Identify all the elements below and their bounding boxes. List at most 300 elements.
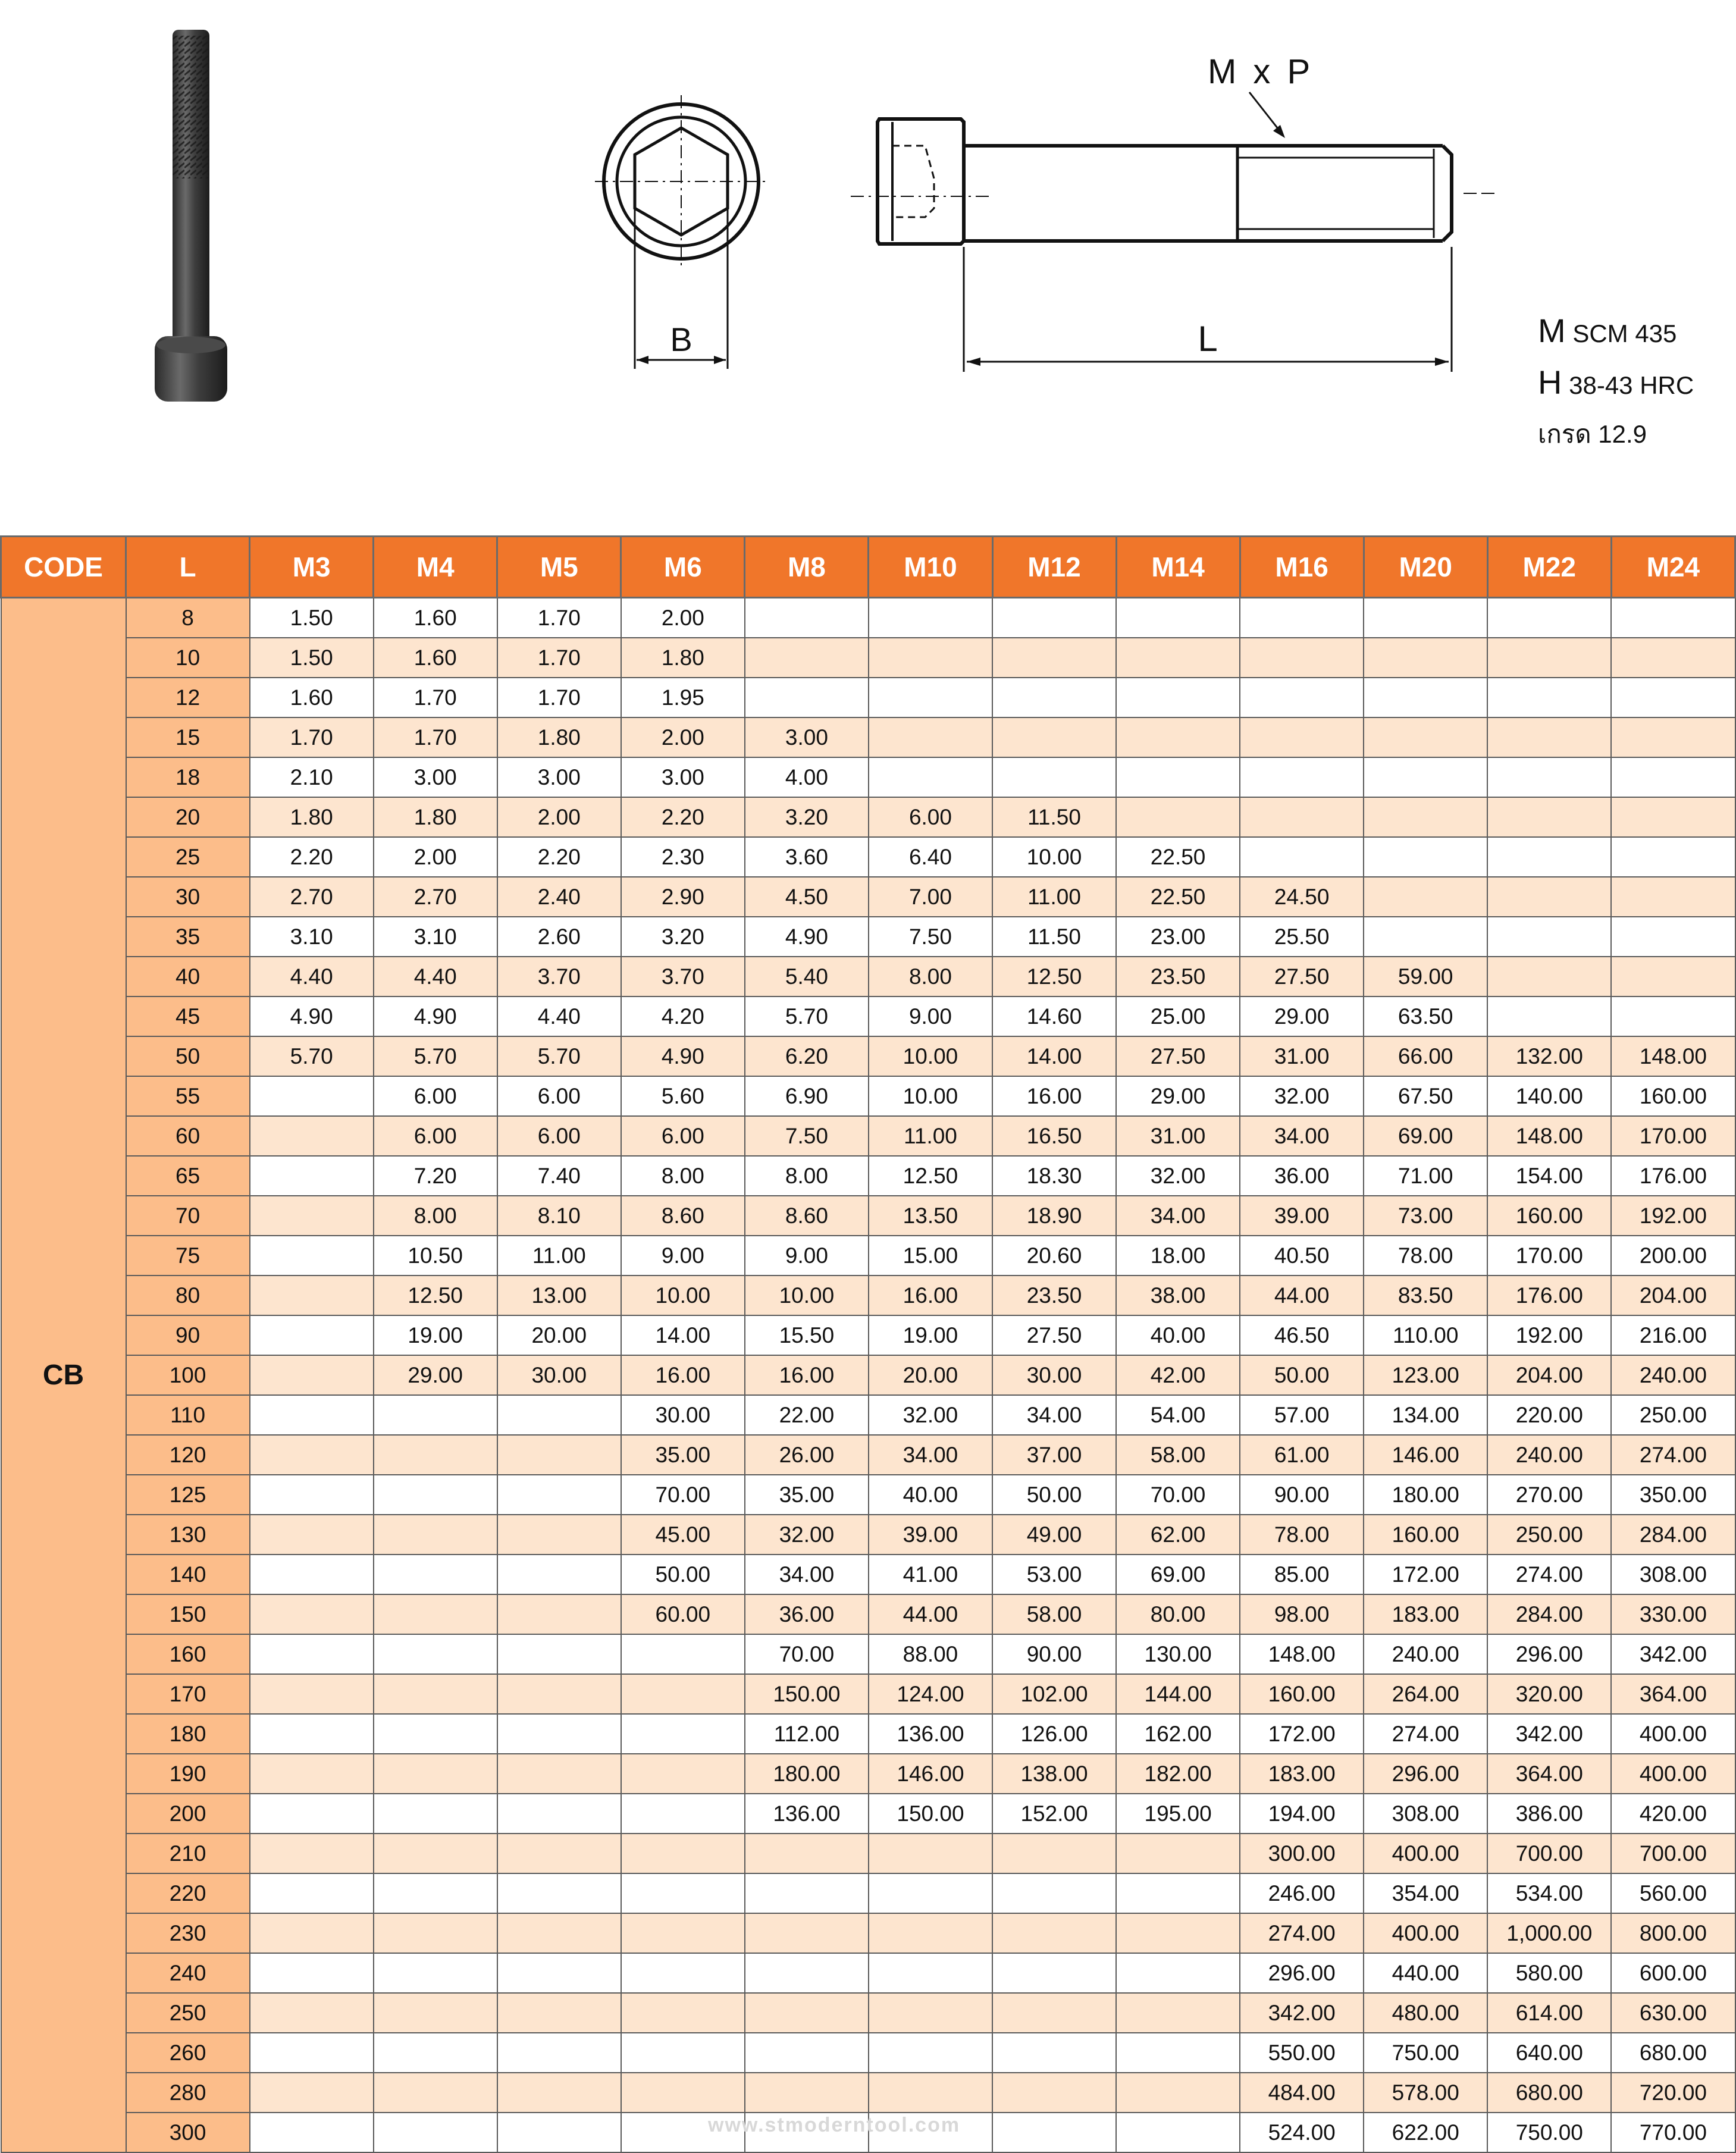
price-cell: 8.00 xyxy=(745,1156,869,1196)
price-cell: 46.50 xyxy=(1240,1315,1364,1355)
price-cell xyxy=(250,1953,374,1993)
price-cell xyxy=(992,1953,1116,1993)
price-cell xyxy=(1487,837,1611,877)
price-cell: 192.00 xyxy=(1487,1315,1611,1355)
price-cell: 296.00 xyxy=(1364,1754,1487,1794)
price-cell: 18.00 xyxy=(1116,1236,1240,1275)
price-cell xyxy=(1364,797,1487,837)
price-cell xyxy=(497,1515,621,1555)
price-cell: 680.00 xyxy=(1487,2073,1611,2113)
price-cell: 10.50 xyxy=(374,1236,497,1275)
price-cell xyxy=(374,1634,497,1674)
price-cell xyxy=(745,1913,869,1953)
price-cell: 200.00 xyxy=(1611,1236,1735,1275)
price-cell: 85.00 xyxy=(1240,1555,1364,1594)
price-cell xyxy=(621,1714,745,1754)
table-row xyxy=(1,2073,1735,2113)
price-cell: 45.00 xyxy=(621,1515,745,1555)
price-cell xyxy=(1240,678,1364,717)
price-cell: 14.00 xyxy=(621,1315,745,1355)
table-row xyxy=(1,1993,1735,2033)
price-cell xyxy=(497,1913,621,1953)
price-cell: 22.50 xyxy=(1116,877,1240,917)
price-cell: 400.00 xyxy=(1364,1913,1487,1953)
price-cell xyxy=(992,757,1116,797)
price-cell: 53.00 xyxy=(992,1555,1116,1594)
price-cell xyxy=(1611,797,1735,837)
price-cell: 134.00 xyxy=(1364,1395,1487,1435)
price-cell xyxy=(1487,996,1611,1036)
price-cell: 7.20 xyxy=(374,1156,497,1196)
price-cell: 14.60 xyxy=(992,996,1116,1036)
price-cell xyxy=(374,1913,497,1953)
price-cell: 3.00 xyxy=(497,757,621,797)
table-row xyxy=(1,837,1735,877)
price-cell: 58.00 xyxy=(1116,1435,1240,1475)
price-cell: 4.50 xyxy=(745,877,869,917)
price-cell: 23.50 xyxy=(1116,957,1240,996)
price-cell: 16.00 xyxy=(621,1355,745,1395)
price-cell: 23.00 xyxy=(1116,917,1240,957)
price-cell: 1,000.00 xyxy=(1487,1913,1611,1953)
price-cell: 240.00 xyxy=(1364,1634,1487,1674)
price-cell xyxy=(745,598,869,638)
price-cell: 18.90 xyxy=(992,1196,1116,1236)
price-cell: 50.00 xyxy=(621,1555,745,1594)
code-cell: CB xyxy=(1,598,126,2153)
length-cell: 15 xyxy=(126,717,250,757)
price-cell: 400.00 xyxy=(1611,1714,1735,1754)
price-cell: 180.00 xyxy=(745,1754,869,1794)
price-cell: 41.00 xyxy=(869,1555,992,1594)
price-cell: 1.70 xyxy=(374,717,497,757)
price-cell: 6.00 xyxy=(869,797,992,837)
price-cell: 8.10 xyxy=(497,1196,621,1236)
price-cell: 144.00 xyxy=(1116,1674,1240,1714)
price-cell: 700.00 xyxy=(1487,1834,1611,1873)
price-cell xyxy=(621,1634,745,1674)
price-cell: 59.00 xyxy=(1364,957,1487,996)
price-cell: 270.00 xyxy=(1487,1475,1611,1515)
price-cell xyxy=(1240,757,1364,797)
price-cell: 192.00 xyxy=(1611,1196,1735,1236)
table-row xyxy=(1,1395,1735,1435)
price-cell: 8.00 xyxy=(374,1196,497,1236)
price-cell: 8.00 xyxy=(621,1156,745,1196)
price-cell xyxy=(497,1953,621,1993)
price-cell: 19.00 xyxy=(869,1315,992,1355)
price-cell: 3.70 xyxy=(621,957,745,996)
price-cell: 3.20 xyxy=(745,797,869,837)
price-cell: 132.00 xyxy=(1487,1036,1611,1076)
length-cell: 70 xyxy=(126,1196,250,1236)
price-cell: 34.00 xyxy=(745,1555,869,1594)
price-cell xyxy=(497,1555,621,1594)
column-header-code: CODE xyxy=(1,537,126,598)
price-cell xyxy=(497,2033,621,2073)
length-cell: 180 xyxy=(126,1714,250,1754)
price-cell xyxy=(1116,2113,1240,2152)
price-cell: 26.00 xyxy=(745,1435,869,1475)
price-cell xyxy=(1364,678,1487,717)
watermark: www.stmoderntool.com xyxy=(708,2114,961,2136)
price-cell: 3.70 xyxy=(497,957,621,996)
end-view-drawing xyxy=(595,95,797,381)
price-cell xyxy=(497,2073,621,2113)
price-cell xyxy=(992,1873,1116,1913)
price-cell: 10.00 xyxy=(621,1275,745,1315)
price-cell: 3.60 xyxy=(745,837,869,877)
price-cell: 31.00 xyxy=(1240,1036,1364,1076)
price-cell xyxy=(621,2073,745,2113)
price-cell: 7.50 xyxy=(745,1116,869,1156)
price-cell: 150.00 xyxy=(869,1794,992,1834)
price-cell: 342.00 xyxy=(1611,1634,1735,1674)
price-cell xyxy=(1116,1953,1240,1993)
price-cell: 32.00 xyxy=(1116,1156,1240,1196)
price-cell: 140.00 xyxy=(1487,1076,1611,1116)
length-cell: 240 xyxy=(126,1953,250,1993)
price-cell xyxy=(1611,717,1735,757)
price-cell xyxy=(745,1873,869,1913)
price-cell xyxy=(374,1674,497,1714)
price-cell: 2.10 xyxy=(250,757,374,797)
price-cell: 20.00 xyxy=(497,1315,621,1355)
price-cell xyxy=(992,678,1116,717)
price-cell: 126.00 xyxy=(992,1714,1116,1754)
price-cell: 274.00 xyxy=(1364,1714,1487,1754)
price-cell: 240.00 xyxy=(1487,1435,1611,1475)
price-cell: 1.80 xyxy=(621,638,745,678)
price-cell xyxy=(745,678,869,717)
length-cell: 170 xyxy=(126,1674,250,1714)
price-cell: 34.00 xyxy=(1240,1116,1364,1156)
length-cell: 80 xyxy=(126,1275,250,1315)
price-cell: 195.00 xyxy=(1116,1794,1240,1834)
table-row xyxy=(1,1594,1735,1634)
table-row xyxy=(1,678,1735,717)
price-cell xyxy=(1116,717,1240,757)
price-cell: 183.00 xyxy=(1240,1754,1364,1794)
price-cell xyxy=(250,1594,374,1634)
price-cell: 18.30 xyxy=(992,1156,1116,1196)
price-cell: 3.10 xyxy=(374,917,497,957)
price-cell: 1.50 xyxy=(250,598,374,638)
price-cell xyxy=(1611,638,1735,678)
price-cell: 342.00 xyxy=(1487,1714,1611,1754)
price-cell xyxy=(250,1116,374,1156)
price-cell xyxy=(869,638,992,678)
price-cell: 750.00 xyxy=(1487,2113,1611,2152)
price-cell: 1.50 xyxy=(250,638,374,678)
price-cell xyxy=(250,1873,374,1913)
price-cell: 130.00 xyxy=(1116,1634,1240,1674)
price-cell xyxy=(621,1754,745,1794)
length-cell: 220 xyxy=(126,1873,250,1913)
length-cell: 10 xyxy=(126,638,250,678)
price-cell: 400.00 xyxy=(1611,1754,1735,1794)
price-cell: 30.00 xyxy=(497,1355,621,1395)
price-cell: 5.70 xyxy=(250,1036,374,1076)
price-cell: 60.00 xyxy=(621,1594,745,1634)
price-cell: 31.00 xyxy=(1116,1116,1240,1156)
price-cell xyxy=(374,1794,497,1834)
price-cell: 1.70 xyxy=(497,638,621,678)
price-cell: 176.00 xyxy=(1487,1275,1611,1315)
price-cell: 13.50 xyxy=(869,1196,992,1236)
price-cell xyxy=(869,1993,992,2033)
length-cell: 150 xyxy=(126,1594,250,1634)
table-row xyxy=(1,1913,1735,1953)
length-label: L xyxy=(1198,319,1218,359)
price-cell: 20.60 xyxy=(992,1236,1116,1275)
price-cell: 162.00 xyxy=(1116,1714,1240,1754)
price-cell xyxy=(992,1913,1116,1953)
price-cell: 3.00 xyxy=(745,717,869,757)
price-cell xyxy=(1487,598,1611,638)
material-specs xyxy=(1538,306,1728,459)
price-cell: 11.00 xyxy=(869,1116,992,1156)
price-cell xyxy=(250,1674,374,1714)
price-cell: 274.00 xyxy=(1611,1435,1735,1475)
price-cell: 484.00 xyxy=(1240,2073,1364,2113)
price-cell xyxy=(745,1993,869,2033)
price-cell: 6.20 xyxy=(745,1036,869,1076)
price-cell xyxy=(250,2033,374,2073)
price-cell xyxy=(250,1913,374,1953)
price-cell: 148.00 xyxy=(1487,1116,1611,1156)
column-header-m24: M24 xyxy=(1611,537,1735,598)
price-cell: 204.00 xyxy=(1487,1355,1611,1395)
price-cell xyxy=(497,1993,621,2033)
price-cell xyxy=(250,1076,374,1116)
price-cell xyxy=(374,1594,497,1634)
price-cell: 27.50 xyxy=(1116,1036,1240,1076)
price-cell: 9.00 xyxy=(869,996,992,1036)
price-cell: 90.00 xyxy=(1240,1475,1364,1515)
price-cell xyxy=(1240,717,1364,757)
price-cell: 25.50 xyxy=(1240,917,1364,957)
price-cell: 800.00 xyxy=(1611,1913,1735,1953)
price-cell: 204.00 xyxy=(1611,1275,1735,1315)
price-cell xyxy=(992,1993,1116,2033)
table-row xyxy=(1,1794,1735,1834)
price-cell xyxy=(250,1754,374,1794)
price-cell xyxy=(869,2073,992,2113)
price-cell xyxy=(374,1754,497,1794)
price-cell: 29.00 xyxy=(374,1355,497,1395)
price-cell xyxy=(250,1834,374,1873)
price-cell: 170.00 xyxy=(1611,1116,1735,1156)
price-cell: 11.50 xyxy=(992,917,1116,957)
price-cell xyxy=(992,2033,1116,2073)
price-cell xyxy=(497,1873,621,1913)
table-row xyxy=(1,1076,1735,1116)
price-cell: 578.00 xyxy=(1364,2073,1487,2113)
price-cell xyxy=(1487,717,1611,757)
price-cell: 10.00 xyxy=(745,1275,869,1315)
price-cell: 8.60 xyxy=(621,1196,745,1236)
price-cell: 98.00 xyxy=(1240,1594,1364,1634)
price-cell xyxy=(1116,757,1240,797)
price-cell: 550.00 xyxy=(1240,2033,1364,2073)
spec-material: M SCM 435 xyxy=(1538,312,1677,349)
price-cell xyxy=(1364,598,1487,638)
price-cell: 194.00 xyxy=(1240,1794,1364,1834)
price-cell xyxy=(374,1993,497,2033)
price-cell: 680.00 xyxy=(1611,2033,1735,2073)
price-cell: 534.00 xyxy=(1487,1873,1611,1913)
table-row xyxy=(1,1196,1735,1236)
table-row xyxy=(1,1754,1735,1794)
price-cell: 354.00 xyxy=(1364,1873,1487,1913)
price-cell: 35.00 xyxy=(621,1435,745,1475)
price-cell: 420.00 xyxy=(1611,1794,1735,1834)
price-cell xyxy=(374,1475,497,1515)
price-cell: 138.00 xyxy=(992,1754,1116,1794)
price-cell: 6.40 xyxy=(869,837,992,877)
price-cell xyxy=(497,1674,621,1714)
price-cell: 10.00 xyxy=(869,1036,992,1076)
price-cell xyxy=(497,1754,621,1794)
length-cell: 160 xyxy=(126,1634,250,1674)
price-cell: 42.00 xyxy=(1116,1355,1240,1395)
price-cell: 58.00 xyxy=(992,1594,1116,1634)
column-header-m12: M12 xyxy=(992,537,1116,598)
price-cell xyxy=(250,1714,374,1754)
column-header-m14: M14 xyxy=(1116,537,1240,598)
price-cell: 39.00 xyxy=(1240,1196,1364,1236)
price-cell: 183.00 xyxy=(1364,1594,1487,1634)
price-cell: 160.00 xyxy=(1487,1196,1611,1236)
price-cell: 38.00 xyxy=(1116,1275,1240,1315)
price-cell: 2.20 xyxy=(250,837,374,877)
length-cell: 60 xyxy=(126,1116,250,1156)
price-cell xyxy=(869,1953,992,1993)
price-cell: 250.00 xyxy=(1487,1515,1611,1555)
column-header-m4: M4 xyxy=(374,537,497,598)
price-cell: 220.00 xyxy=(1487,1395,1611,1435)
price-cell xyxy=(1116,2073,1240,2113)
price-cell: 4.90 xyxy=(374,996,497,1036)
table-header-row xyxy=(1,537,1735,598)
price-cell: 2.30 xyxy=(621,837,745,877)
price-cell: 27.50 xyxy=(992,1315,1116,1355)
price-cell xyxy=(621,1873,745,1913)
price-cell: 37.00 xyxy=(992,1435,1116,1475)
table-row xyxy=(1,598,1735,638)
price-cell: 15.50 xyxy=(745,1315,869,1355)
price-cell: 440.00 xyxy=(1364,1953,1487,1993)
price-cell: 2.20 xyxy=(621,797,745,837)
spec-grade: เกรด 12.9 xyxy=(1538,420,1647,448)
price-cell xyxy=(1611,917,1735,957)
price-cell: 1.80 xyxy=(250,797,374,837)
column-header-m8: M8 xyxy=(745,537,869,598)
price-cell xyxy=(1487,917,1611,957)
price-cell xyxy=(497,1794,621,1834)
price-cell: 1.60 xyxy=(250,678,374,717)
price-cell: 16.00 xyxy=(745,1355,869,1395)
price-cell xyxy=(1364,757,1487,797)
price-cell: 1.70 xyxy=(250,717,374,757)
price-cell: 330.00 xyxy=(1611,1594,1735,1634)
price-cell: 2.90 xyxy=(621,877,745,917)
price-cell: 580.00 xyxy=(1487,1953,1611,1993)
price-cell: 110.00 xyxy=(1364,1315,1487,1355)
price-cell: 284.00 xyxy=(1487,1594,1611,1634)
price-cell: 160.00 xyxy=(1240,1674,1364,1714)
length-cell: 20 xyxy=(126,797,250,837)
price-cell xyxy=(497,1834,621,1873)
price-cell: 63.50 xyxy=(1364,996,1487,1036)
price-cell xyxy=(1116,598,1240,638)
column-header-m6: M6 xyxy=(621,537,745,598)
price-cell xyxy=(992,2073,1116,2113)
price-cell: 2.70 xyxy=(250,877,374,917)
table-row xyxy=(1,1714,1735,1754)
price-cell: 180.00 xyxy=(1364,1475,1487,1515)
table-row xyxy=(1,1873,1735,1913)
price-cell xyxy=(992,638,1116,678)
price-cell xyxy=(250,1355,374,1395)
table-row xyxy=(1,757,1735,797)
price-cell: 27.50 xyxy=(1240,957,1364,996)
price-cell: 1.80 xyxy=(497,717,621,757)
price-cell xyxy=(1611,757,1735,797)
length-cell: 35 xyxy=(126,917,250,957)
price-cell: 22.50 xyxy=(1116,837,1240,877)
price-cell: 8.60 xyxy=(745,1196,869,1236)
price-cell: 32.00 xyxy=(869,1395,992,1435)
price-cell: 4.40 xyxy=(497,996,621,1036)
length-cell: 25 xyxy=(126,837,250,877)
price-cell: 15.00 xyxy=(869,1236,992,1275)
price-cell xyxy=(1487,797,1611,837)
price-cell xyxy=(869,2033,992,2073)
table-row xyxy=(1,957,1735,996)
price-cell: 2.00 xyxy=(621,598,745,638)
price-cell xyxy=(621,2033,745,2073)
price-cell xyxy=(1240,598,1364,638)
price-cell: 22.00 xyxy=(745,1395,869,1435)
column-header-m20: M20 xyxy=(1364,537,1487,598)
table-row xyxy=(1,1036,1735,1076)
price-cell xyxy=(1116,797,1240,837)
price-cell: 4.40 xyxy=(374,957,497,996)
length-cell: 75 xyxy=(126,1236,250,1275)
price-cell: 2.40 xyxy=(497,877,621,917)
price-cell: 146.00 xyxy=(1364,1435,1487,1475)
price-cell: 160.00 xyxy=(1611,1076,1735,1116)
table-row xyxy=(1,1634,1735,1674)
price-cell: 14.00 xyxy=(992,1036,1116,1076)
price-cell xyxy=(1364,837,1487,877)
price-cell xyxy=(869,717,992,757)
price-cell: 5.40 xyxy=(745,957,869,996)
price-cell xyxy=(621,1794,745,1834)
price-cell xyxy=(992,717,1116,757)
price-cell xyxy=(745,1834,869,1873)
price-cell: 7.50 xyxy=(869,917,992,957)
price-cell: 9.00 xyxy=(745,1236,869,1275)
price-cell: 11.00 xyxy=(497,1236,621,1275)
length-cell: 45 xyxy=(126,996,250,1036)
price-cell xyxy=(250,1395,374,1435)
price-cell xyxy=(869,1873,992,1913)
price-cell: 71.00 xyxy=(1364,1156,1487,1196)
price-cell: 66.00 xyxy=(1364,1036,1487,1076)
